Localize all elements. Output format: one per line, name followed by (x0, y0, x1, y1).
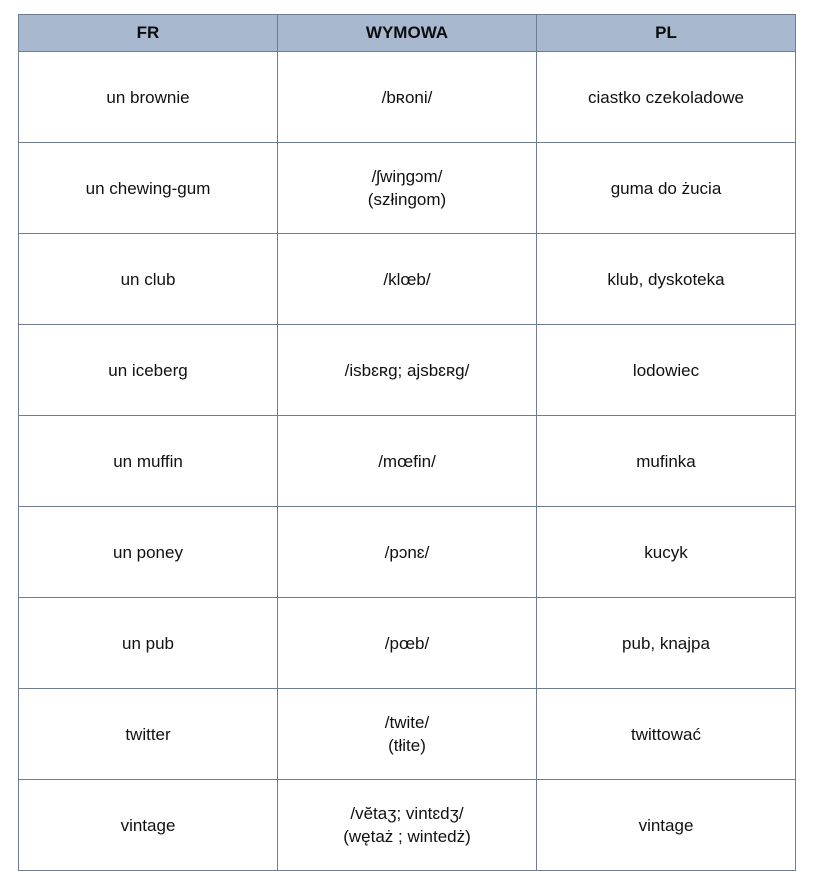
cell-pl: kucyk (537, 507, 796, 598)
cell-wymowa (278, 507, 537, 598)
cell-wymowa-alt: (szłingom) (367, 190, 447, 209)
cell-pl: guma do żucia (537, 143, 796, 234)
cell-pl: mufinka (537, 416, 796, 507)
cell-fr: un muffin (19, 416, 278, 507)
cell-pl: pub, knajpa (537, 598, 796, 689)
cell-fr: un poney (19, 507, 278, 598)
table-row (19, 507, 796, 598)
table-row (19, 52, 796, 143)
cell-wymowa (278, 143, 537, 234)
table-row (19, 416, 796, 507)
cell-wymowa-ipa: /isbɛʀg; ajsbɛʀg/ (344, 360, 470, 380)
vocabulary-table (18, 14, 796, 871)
table-row (19, 143, 796, 234)
column-header-fr: FR (19, 15, 278, 52)
cell-wymowa (278, 780, 537, 871)
cell-pl: klub, dyskoteka (537, 234, 796, 325)
cell-wymowa (278, 598, 537, 689)
column-header-wymowa: WYMOWA (278, 15, 537, 52)
cell-wymowa-ipa: /pɔnɛ/ (384, 542, 430, 562)
column-header-pl: PL (537, 15, 796, 52)
cell-wymowa-alt: (tłite) (388, 736, 426, 755)
table-row (19, 598, 796, 689)
cell-wymowa-ipa: /ʃwiŋgɔm/ (371, 167, 443, 186)
table-row (19, 234, 796, 325)
cell-wymowa (278, 52, 537, 143)
cell-pl: lodowiec (537, 325, 796, 416)
cell-wymowa (278, 234, 537, 325)
cell-fr: un chewing-gum (19, 143, 278, 234)
cell-pl: vintage (537, 780, 796, 871)
cell-fr: vintage (19, 780, 278, 871)
cell-wymowa-ipa: /vĕtaʒ; vintɛdʒ/ (350, 804, 464, 823)
cell-wymowa-ipa: /pœb/ (384, 633, 430, 653)
cell-fr: un brownie (19, 52, 278, 143)
table-body (19, 52, 796, 871)
cell-fr: twitter (19, 689, 278, 780)
cell-wymowa (278, 689, 537, 780)
table-row (19, 325, 796, 416)
cell-wymowa (278, 325, 537, 416)
cell-wymowa-ipa: /mœfin/ (378, 451, 436, 471)
cell-pl: twittować (537, 689, 796, 780)
cell-pl: ciastko czekoladowe (537, 52, 796, 143)
table-row (19, 780, 796, 871)
cell-fr: un iceberg (19, 325, 278, 416)
cell-fr: un club (19, 234, 278, 325)
table-row (19, 689, 796, 780)
cell-fr: un pub (19, 598, 278, 689)
cell-wymowa-ipa: /klœb/ (383, 269, 431, 289)
table-header-row (19, 15, 796, 52)
cell-wymowa-ipa: /twite/ (384, 713, 430, 732)
cell-wymowa-ipa: /bʀoni/ (381, 87, 433, 107)
cell-wymowa (278, 416, 537, 507)
cell-wymowa-alt: (wętaż ; wintedż) (343, 827, 471, 846)
table-header (19, 15, 796, 52)
